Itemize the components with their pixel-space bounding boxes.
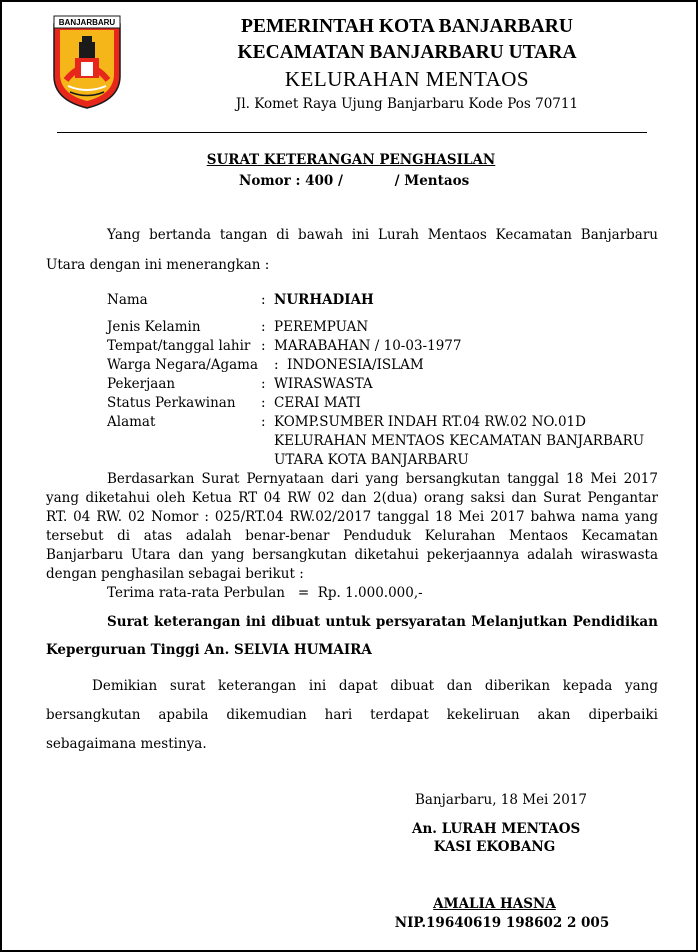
banjarbaru-emblem-logo — [52, 14, 122, 110]
field-sep: : — [261, 414, 266, 430]
purpose-line-1: Surat keterangan ini dibuat untuk persyaratan Melanjutkan Pendidikan — [107, 614, 658, 630]
field-sep: : — [274, 357, 279, 373]
field-label: Status Perkawinan — [107, 395, 236, 411]
field-value: MARABAHAN / 10-03-1977 — [274, 338, 462, 354]
closing-line-3: sebagaimana mestinya. — [46, 736, 207, 752]
title-wrap — [2, 152, 698, 168]
document-number: Nomor : 400 / / Mentaos — [239, 173, 470, 189]
body-line: tersebut di atas adalah benar-benar Penduduk Kelurahan Mentaos Kecamatan — [46, 528, 658, 544]
income-line: Terima rata-rata Perbulan = Rp. 1.000.000,- — [107, 585, 423, 601]
field-sep: : — [261, 292, 266, 308]
header-government: PEMERINTAH KOTA BANJARBARU — [241, 16, 573, 37]
field-label: Pekerjaan — [107, 376, 176, 392]
field-label: Warga Negara/Agama — [107, 357, 259, 373]
intro-line-1: Yang bertanda tangan di bawah ini Lurah Mentaos Kecamatan Banjarbaru — [107, 227, 658, 243]
body-line: Berdasarkan Surat Pernyataan dari yang bersangkutan tanggal 18 Mei 2017 — [107, 471, 658, 487]
field-value: WIRASWASTA — [274, 376, 373, 392]
header-divider — [57, 132, 647, 133]
address-continuation: KELURAHAN MENTAOS KECAMATAN BANJARBARU — [274, 433, 645, 449]
header-address: Jl. Komet Raya Ujung Banjarbaru Kode Pos 70711 — [235, 96, 579, 112]
body-line: RT. 04 RW. 02 Nomor : 025/RT.04 RW.02/2017 tanggal 18 Mei 2017 bahwa nama yang — [46, 509, 658, 525]
field-value: KOMP.SUMBER INDAH RT.04 RW.02 NO.01D — [274, 414, 586, 430]
field-sep: : — [261, 395, 266, 411]
field-value: PEREMPUAN — [274, 319, 369, 335]
field-label: Nama — [107, 292, 148, 308]
header-village: KELURAHAN MENTAOS — [284, 67, 530, 91]
signatory-nip: NIP.19640619 198602 2 005 — [394, 915, 610, 931]
field-label: Alamat — [107, 414, 156, 430]
signature-place-date: Banjarbaru, 18 Mei 2017 — [415, 792, 588, 808]
body-line: dengan penghasilan sebagai berikut : — [46, 566, 304, 582]
signature-name-wrap — [392, 896, 597, 912]
field-value: INDONESIA/ISLAM — [287, 357, 424, 373]
closing-line-1: Demikian surat keterangan ini dapat dibuat dan diberikan kepada yang — [92, 678, 658, 694]
header-district: KECAMATAN BANJARBARU UTARA — [237, 42, 577, 63]
closing-line-2: bersangkutan apabila dikemudian hari terdapat kekeliruan akan diperbaiki — [46, 707, 658, 723]
field-value-name: NURHADIAH — [274, 292, 374, 308]
field-label: Tempat/tanggal lahir — [107, 338, 251, 354]
emblem-banner-text: BANJARBARU — [58, 18, 116, 27]
field-sep: : — [261, 338, 266, 354]
field-sep: : — [261, 319, 266, 335]
field-sep: : — [261, 376, 266, 392]
purpose-line-2: Keperguruan Tinggi An. SELVIA HUMAIRA — [46, 642, 372, 658]
field-label: Jenis Kelamin — [107, 319, 201, 335]
field-value: CERAI MATI — [274, 395, 361, 411]
document-title: SURAT KETERANGAN PENGHASILAN — [206, 152, 496, 168]
body-line: Banjarbaru Utara dan yang bersangkutan diketahui pekerjaannya adalah wiraswasta — [46, 547, 658, 563]
body-line: yang diketahui oleh Ketua RT 04 RW 02 dan 2(dua) orang saksi dan Surat Pengantar — [46, 490, 658, 506]
address-continuation: UTARA KOTA BANJARBARU — [274, 452, 469, 468]
intro-line-2: Utara dengan ini menerangkan : — [46, 257, 270, 273]
signature-role-1: An. LURAH MENTAOS — [412, 821, 581, 837]
signature-role-2: KASI EKOBANG — [433, 839, 556, 855]
signatory-name: AMALIA HASNA — [433, 896, 556, 912]
